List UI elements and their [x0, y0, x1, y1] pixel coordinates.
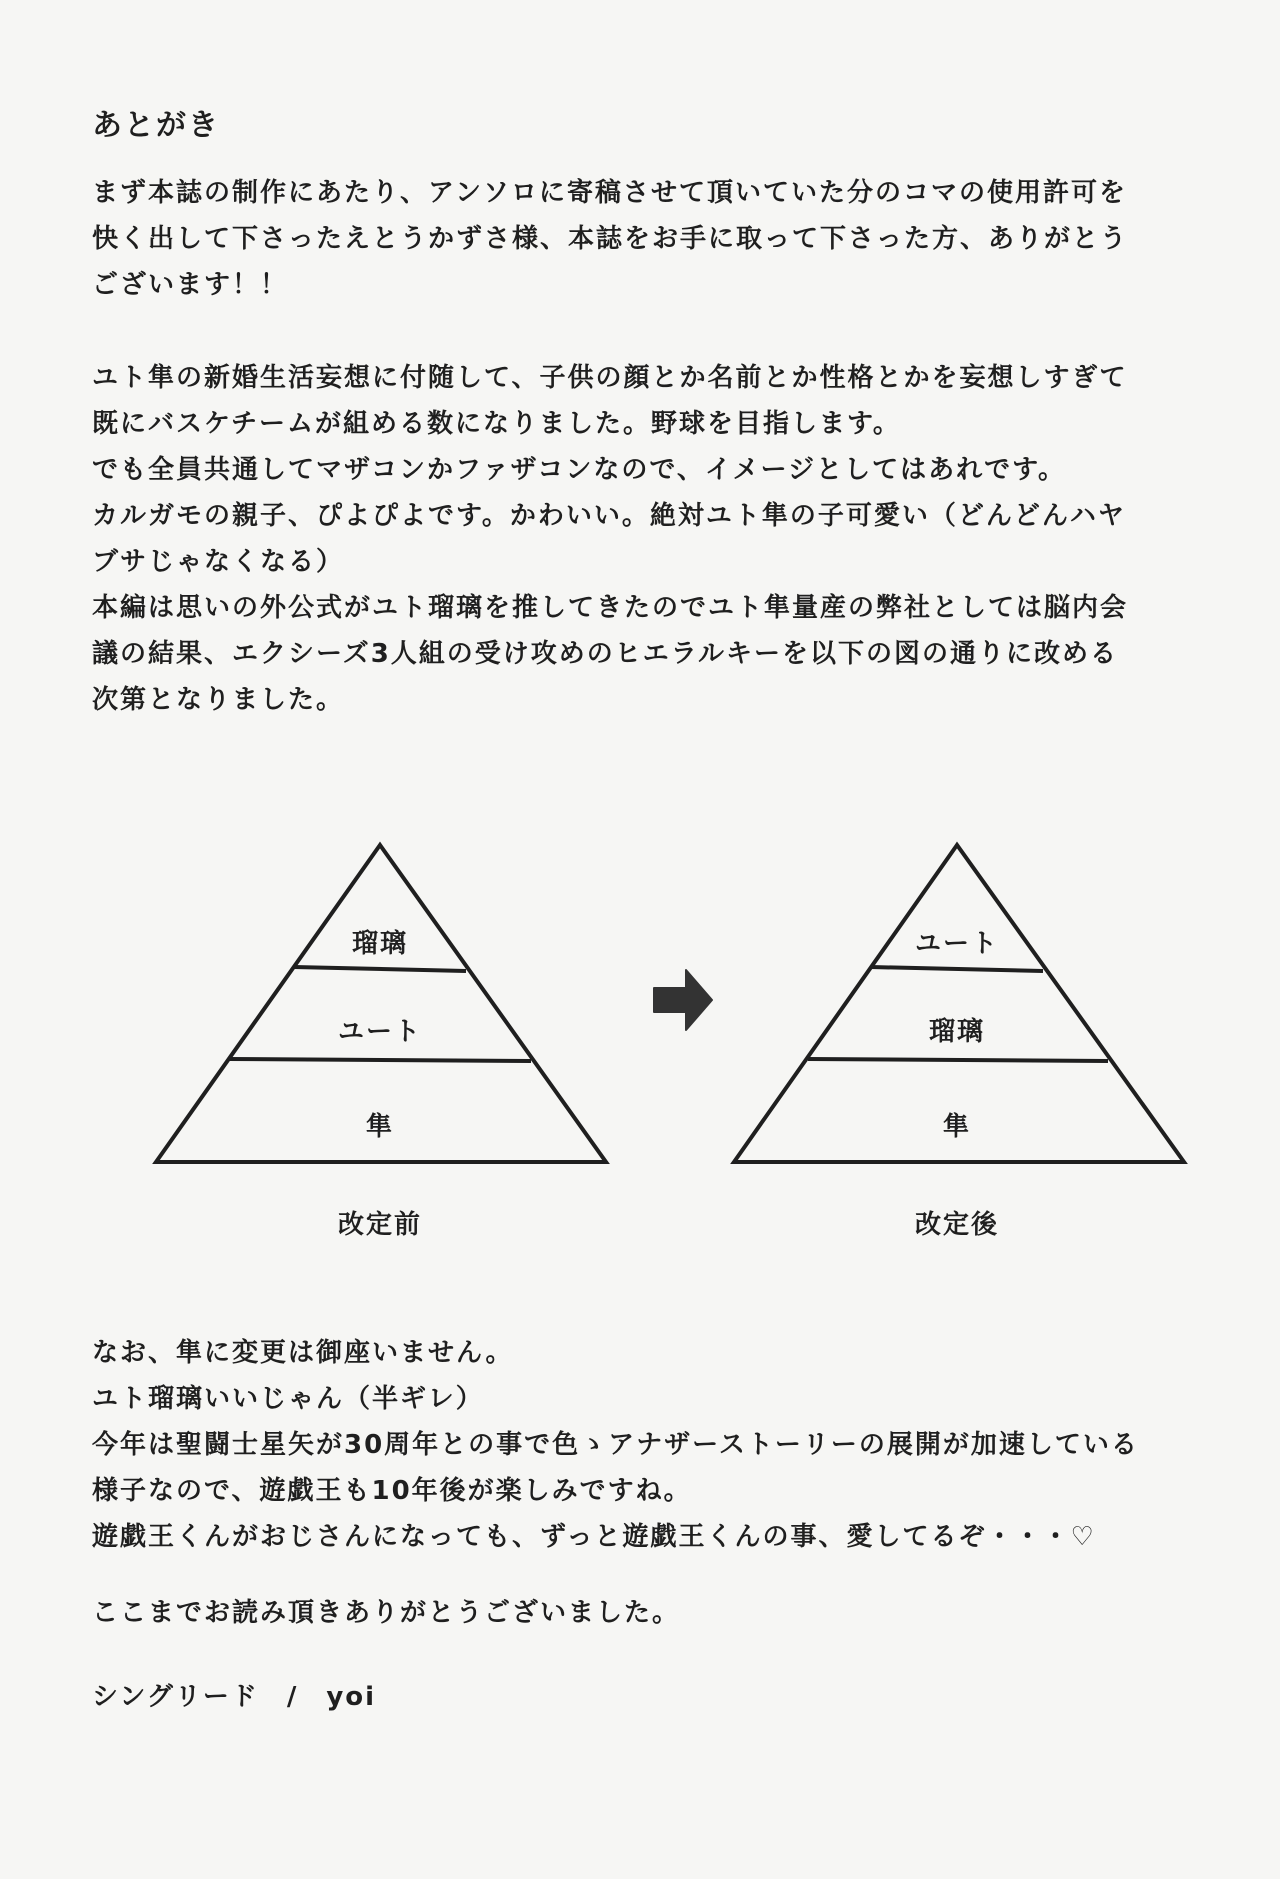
text-line: 既にバスケチームが組める数になりました。野球を目指します。 — [92, 409, 901, 439]
text-line: ユト瑠璃いいじゃん（半ギレ） — [92, 1384, 484, 1414]
text-line: 議の結果、エクシーズ3人組の受け攻めのヒエラルキーを以下の図の通りに改める — [92, 639, 1119, 669]
caption-before: 改定前 — [337, 1210, 423, 1240]
text-line: 様子なので、遊戯王も10年後が楽しみですね。 — [92, 1476, 692, 1506]
signature-text: シングリード / yoi — [92, 1682, 377, 1712]
text-line: なお、隼に変更は御座いません。 — [92, 1338, 514, 1368]
text-line: 次第となりました。 — [92, 685, 345, 715]
text-line: 今年は聖闘士星矢が30周年との事で色ゝアナザーストーリーの展開が加速している — [92, 1430, 1139, 1460]
text-line: まず本誌の制作にあたり、アンソロに寄稿させて頂いていた分のコマの使用許可を — [92, 178, 1127, 208]
caption-after: 改定後 — [914, 1210, 1000, 1240]
tier-top-label: 瑠璃 — [351, 929, 409, 959]
tier-middle-label: 瑠璃 — [928, 1017, 986, 1047]
pyramid-after — [734, 845, 1184, 1240]
tier-top-label: ユート — [914, 929, 1000, 959]
signature-line — [92, 1674, 1212, 1720]
text-line: ブサじゃなくなる） — [92, 547, 345, 577]
pyramid-before — [156, 845, 606, 1240]
text-line: でも全員共通してマザコンかファザコンなので、イメージとしてはあれです。 — [92, 455, 1067, 485]
text-line: ございます！！ — [92, 270, 289, 300]
page-title: あとがき — [92, 108, 220, 143]
closing-text: ここまでお読み頂きありがとうございました。 — [92, 1598, 681, 1628]
closing-line — [92, 1590, 1212, 1636]
text-line: ユト隼の新婚生活妄想に付随して、子供の顔とか名前とか性格とかを妄想しすぎて — [92, 363, 1128, 393]
text-line: 快く出して下さったえとうかずさ様、本誌をお手に取って下さった方、ありがとう — [92, 224, 1129, 254]
tier-bottom-label: 隼 — [942, 1112, 972, 1142]
text-line: 本編は思いの外公式がユト瑠璃を推してきたのでユト隼量産の弊社としては脳内会 — [92, 593, 1129, 623]
pyramid-divider — [871, 967, 1043, 971]
pyramid-divider — [229, 1059, 531, 1061]
paragraph-notes — [92, 1330, 1212, 1560]
pyramid-divider — [808, 1059, 1108, 1061]
tier-middle-label: ユート — [337, 1017, 423, 1047]
tier-bottom-label: 隼 — [365, 1112, 395, 1142]
pyramid-divider — [294, 967, 466, 971]
right-arrow-icon — [654, 970, 712, 1030]
text-line: 遊戯王くんがおじさんになっても、ずっと遊戯王くんの事、愛してるぞ・・・♡ — [92, 1522, 1096, 1552]
text-line: カルガモの親子、ぴよぴよです。かわいい。絶対ユト隼の子可愛い（どんどんハヤ — [92, 501, 1126, 531]
